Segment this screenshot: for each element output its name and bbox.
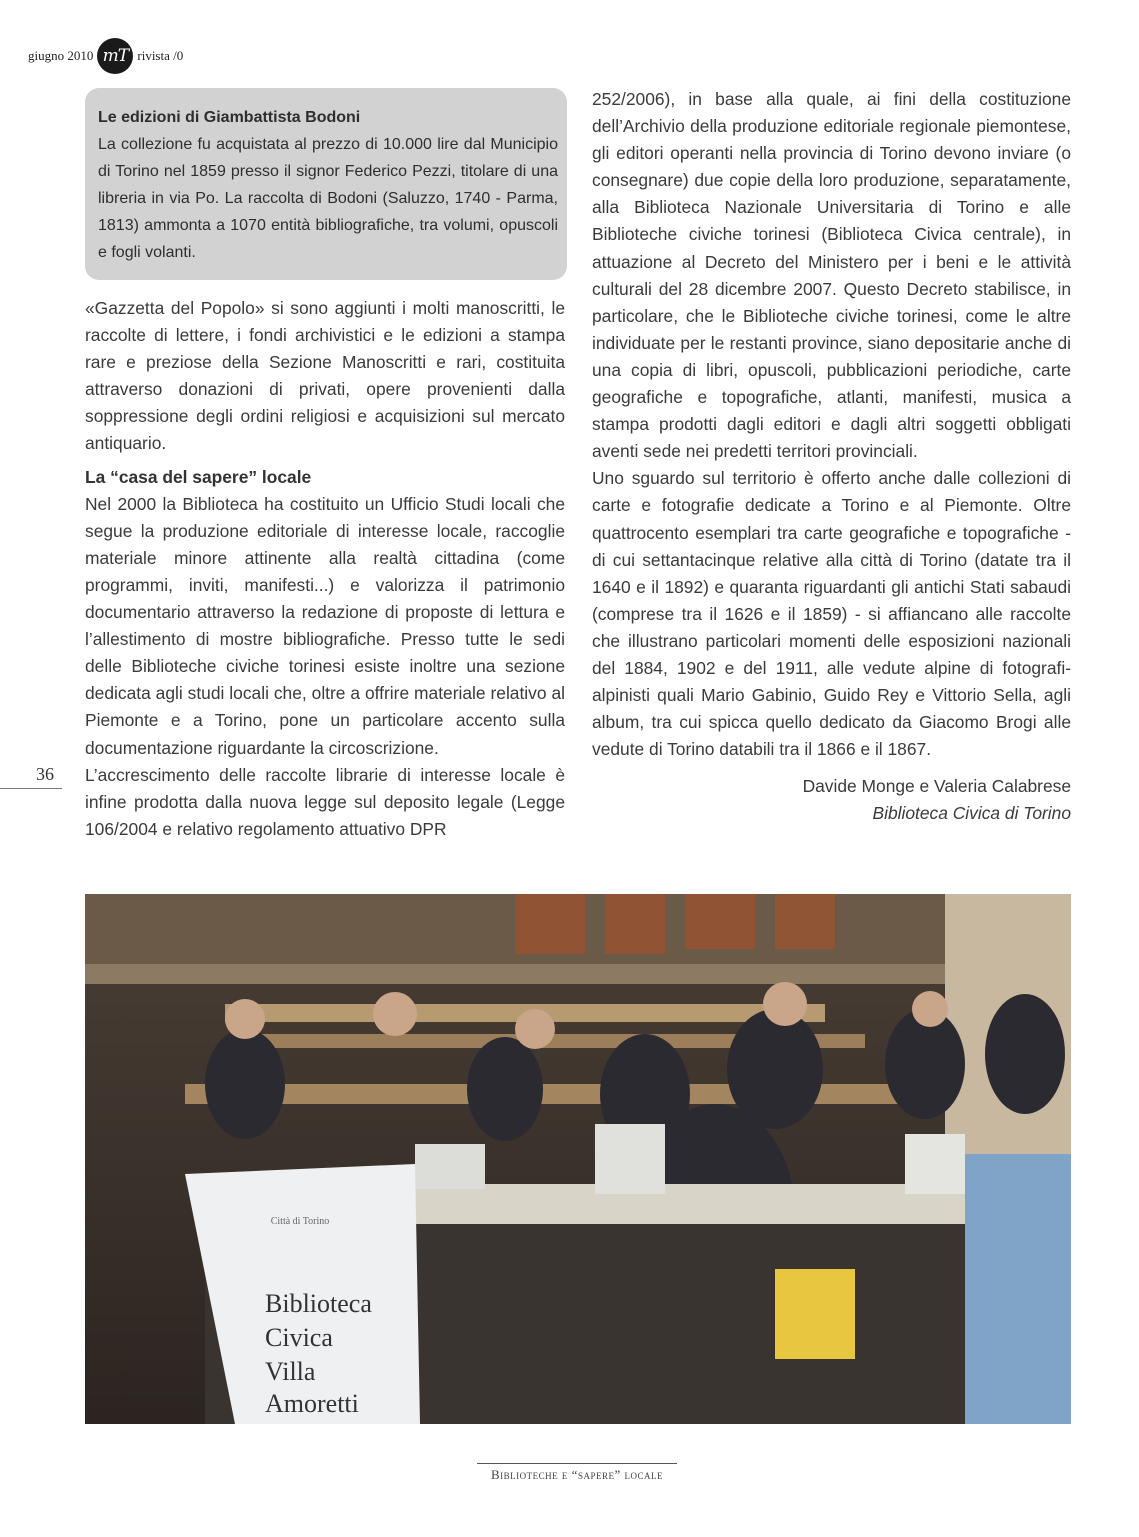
sign-header: Città di Torino — [270, 1216, 330, 1227]
sign-line-2: Civica — [265, 1323, 333, 1352]
sign-line-4: Amoretti — [265, 1389, 359, 1418]
library-photo — [85, 894, 1071, 1424]
left-paragraph-3: L’accrescimento delle raccolte librarie di interesse locale è infine prodotta dalla nuova legge sul deposito legale (Legge 106/2004 e relativo regolamento attuativo DPR — [85, 764, 565, 839]
sidebar-box-content — [98, 104, 558, 266]
author-signature: Davide Monge e Valeria Calabrese — [802, 776, 1071, 797]
right-paragraph-2: Uno sguardo sul territorio è offerto anche dalle collezioni di carte e fotografie dedicate a Torino e al Piemonte. Oltre quattrocento esemplari tra carte geografiche e topografiche - di cui settantacinque relative alla città di Torino (datate tra il 1640 e il 1892) e quaranta riguardanti gli antichi Stati sabaudi (comprese tra il 1626 e il 1859) - si affiancano alle raccolte che illustrano particolari momenti delle esposizioni nazionali del 1884, 1902 e del 1911, alle vedute alpine di fotografi-alpinisti quali Mario Gabinio, Guido Rey e Vittorio Sella, agli album, tra cui spicca quello dedicato da Giacomo Brogi alle vedute di Torino databili tra il 1866 e il 1867. — [592, 468, 1071, 760]
left-paragraph-2: Nel 2000 la Biblioteca ha costituito un Ufficio Studi locali che segue la produzione editoriale di interesse locale, raccoglie materiale minore attinente alla realtà cittadina (come programmi, inviti, manifesti...) e valorizza il patrimonio documentario attraverso la redazione di proposte di lettura e l’allestimento di mostre bibliografiche. Presso tutte le sedi delle Biblioteche civiche torinesi esiste inoltre una sezione dedicata agli studi locali che, oltre a offrire materiale relativo al Piemonte e a Torino, pone un particolare accento sulla documentazione riguardante la circoscrizione. — [85, 493, 565, 758]
sidebar-box-title: Le edizioni di Giambattista Bodoni — [98, 109, 361, 126]
left-paragraph-1: «Gazzetta del Popolo» si sono aggiunti i molti manoscritti, le raccolte di lettere, i fondi archivistici e le edizioni a stampa rare e preziose della Sezione Manoscritti e rari, costituita attraverso donazioni di privati, opere provenienti dalla soppressione degli ordini religiosi e acquisizioni sul mercato antiquario. — [85, 298, 565, 454]
sign-line-3: Villa — [265, 1357, 316, 1386]
page-number-rule — [0, 788, 62, 789]
running-footer: Biblioteche e “sapere” locale — [491, 1467, 663, 1482]
issue-label: rivista /0 — [137, 48, 184, 63]
right-column — [592, 86, 1071, 828]
page-header — [28, 38, 183, 74]
section-subheading: La “casa del sapere” locale — [85, 466, 312, 487]
page-number: 36 — [36, 764, 54, 784]
right-paragraph-1: 252/2006), in base alla quale, ai fini della costituzione dell’Archivio della produzione editoriale regionale piemontese, gli editori operanti nella provincia di Torino devono inviare (o consegnare) due copie della loro produzione, separatamente, alla Biblioteca Nazionale Universitaria di Torino e alle Biblioteche civiche torinesi (Biblioteca Civica centrale), in attuazione al Decreto del Ministero per i beni e le attività culturali del 28 dicembre 2007. Questo Decreto stabilisce, in particolare, che le Biblioteche civiche torinesi, come le altre individuate per le restanti province, siano depositarie anche di una copia di libri, opuscoli, pubblicazioni periodiche, carte geografiche e topografiche, atlanti, manifesti, musica a stampa prodotti dagli editori e dagli altri soggetti obbligati aventi sede nei predetti territori provinciali. — [592, 89, 1071, 462]
author-affiliation: Biblioteca Civica di Torino — [872, 803, 1071, 824]
magazine-logo: mT — [97, 38, 133, 74]
sign-line-1: Biblioteca — [265, 1289, 372, 1318]
footer-rule — [477, 1463, 677, 1464]
library-photo-illustration — [85, 894, 1071, 1424]
sidebar-box-body: La collezione fu acquistata al prezzo di 10.000 lire dal Municipio di Torino nel 1859 presso il signor Federico Pezzi, titolare di una libreria in via Po. La raccolta di Bodoni (Saluzzo, 1740 - Parma, 1813) ammonta a 1070 entità bibliografiche, tra volumi, opuscoli e fogli volanti. — [98, 136, 558, 261]
left-column — [85, 295, 565, 843]
issue-date: giugno 2010 — [28, 48, 94, 63]
